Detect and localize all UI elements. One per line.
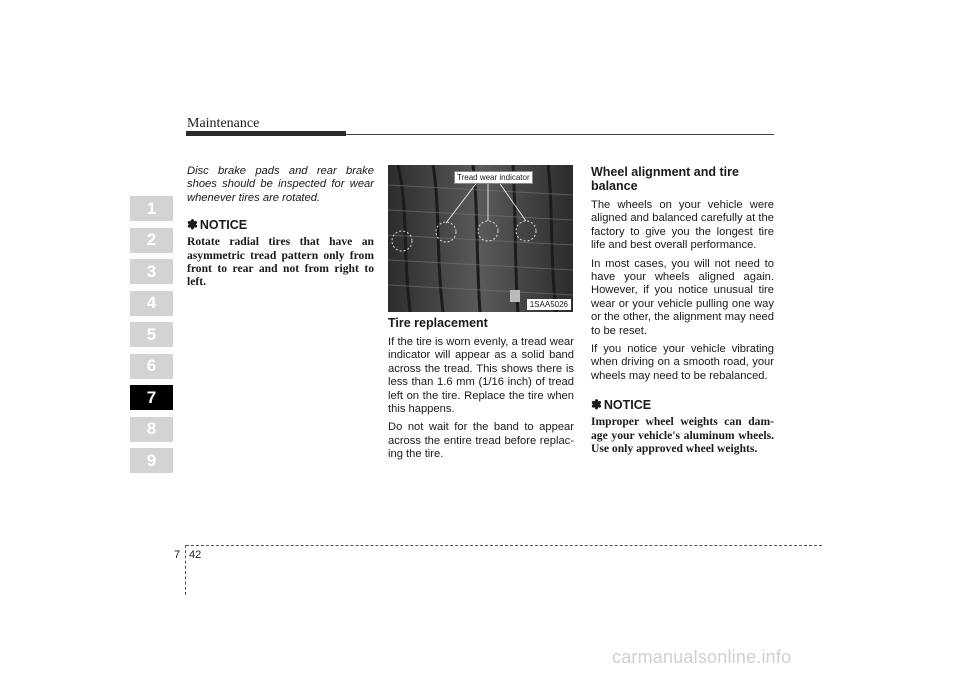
rotation-inspection-note: Disc brake pads and rear brake shoes should be inspected for wear whenever tires are rotated. <box>187 165 374 204</box>
chapter-tab-3[interactable]: 3 <box>130 259 173 284</box>
wheel-notice-heading <box>591 397 774 413</box>
chapter-tab-2[interactable]: 2 <box>130 228 173 253</box>
notice-heading <box>187 217 374 233</box>
column-left <box>187 165 374 289</box>
header-bar <box>186 131 346 136</box>
wheel-alignment-heading: Wheel alignment and tire balance <box>591 165 739 193</box>
notice-star-icon: ✽ <box>187 217 198 233</box>
watermark-text: carmanualsonline.info <box>612 647 792 667</box>
header-rule <box>346 134 774 135</box>
wheel-notice-body: Improper wheel weights can dam-age your vehicle's aluminum wheels. Use only approved wheel weights. <box>591 415 774 456</box>
tire-tread-figure <box>388 165 573 312</box>
tire-replacement-paragraph-1: If the tire is worn evenly, a tread wear indicator will appear as a solid band across the tread. This shows there is less than 1.6 mm (1/16 inch) of tread left on the tire. Replace the tire when this happens. <box>388 336 574 416</box>
page-header-title: Maintenance <box>187 116 260 131</box>
footer-page-number: 42 <box>189 549 202 561</box>
chapter-tab-4[interactable]: 4 <box>130 291 173 316</box>
chapter-tab-7[interactable]: 7 <box>130 385 173 410</box>
chapter-tab-8[interactable]: 8 <box>130 417 173 442</box>
column-middle <box>388 165 574 467</box>
footer-rule <box>186 545 822 546</box>
tire-replacement-paragraph-2: Do not wait for the band to appear across the entire tread before replac-ing the tire. <box>388 421 574 461</box>
wheel-alignment-paragraph-1: The wheels on your vehicle were aligned and balanced carefully at the factory to give you the longest tire life and best overall performance. <box>591 199 774 252</box>
wheel-alignment-paragraph-2: In most cases, you will not need to have your wheels aligned again. However, if you notice unusual tire wear or your vehicle pulling one way or the other, the alignment may need to be reset. <box>591 257 774 337</box>
notice-heading-label: NOTICE <box>199 218 248 233</box>
column-right <box>591 165 774 456</box>
chapter-tab-1[interactable]: 1 <box>130 196 173 221</box>
tire-replacement-heading: Tire replacement <box>388 316 488 330</box>
notice-star-icon: ✽ <box>591 397 602 413</box>
chapter-tabs <box>130 196 173 480</box>
notice-body: Rotate radial tires that have an asymmetric tread pattern only from front to rear and not from right to left. <box>187 235 374 289</box>
chapter-tab-6[interactable]: 6 <box>130 354 173 379</box>
tread-wear-indicator-callout: Tread wear indicator <box>454 171 533 184</box>
footer-chapter-number: 7 <box>174 549 181 561</box>
chapter-tab-5[interactable]: 5 <box>130 322 173 347</box>
wheel-notice-heading-label: NOTICE <box>603 398 652 413</box>
footer-divider <box>185 545 186 595</box>
figure-code: 1SAA5026 <box>527 299 571 310</box>
chapter-tab-9[interactable]: 9 <box>130 448 173 473</box>
tire-tread-illustration <box>388 165 573 312</box>
wheel-alignment-paragraph-3: If you notice your vehicle vibrating when driving on a smooth road, your wheels may need to be rebalanced. <box>591 343 774 382</box>
